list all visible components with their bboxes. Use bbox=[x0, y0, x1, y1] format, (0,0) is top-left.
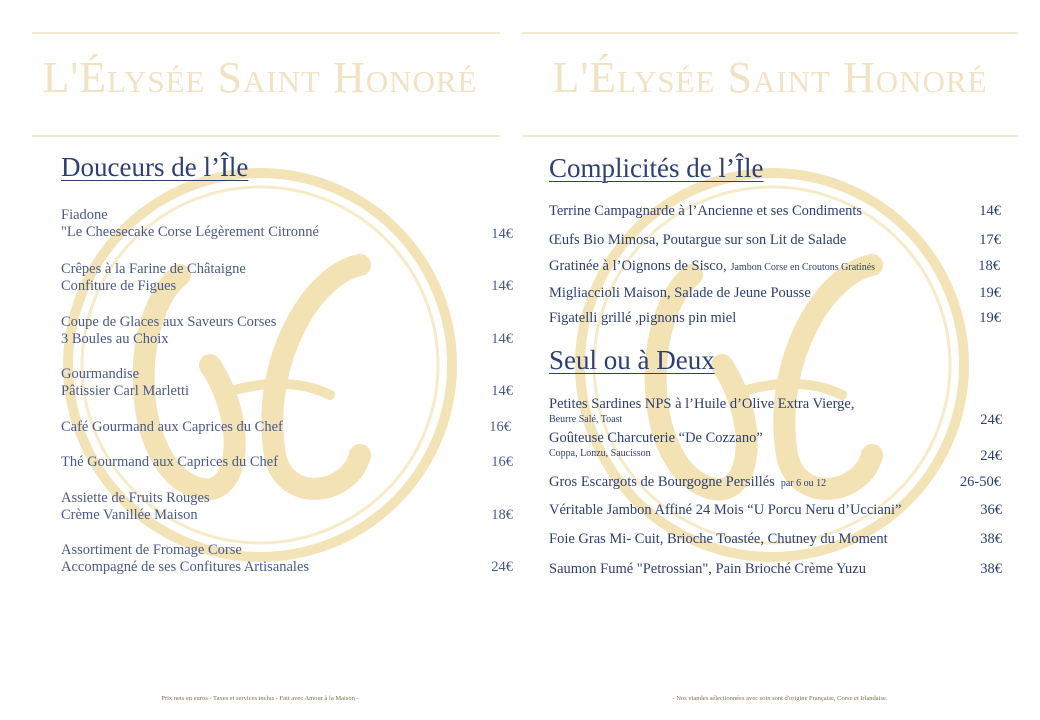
section-title-complicites: Complicités de l’Île bbox=[549, 153, 764, 183]
menu-item bbox=[549, 502, 1002, 519]
item-price: 14€ bbox=[491, 383, 513, 399]
item-desc: Confiture de Figues bbox=[61, 278, 177, 294]
menu-item bbox=[549, 310, 1001, 327]
item-price: 14€ bbox=[979, 203, 1001, 219]
item-sub: Beurre Salé, Toast bbox=[549, 414, 623, 425]
item-name: Terrine Campagnarde à l’Ancienne et ses Condiments bbox=[549, 203, 863, 219]
item-price: 26-50€ bbox=[959, 474, 1001, 490]
item-price: 14€ bbox=[491, 226, 513, 242]
item-name: Petites Sardines NPS à l’Huile d’Olive Extra Vierge, bbox=[549, 396, 855, 412]
menu-item bbox=[61, 314, 513, 348]
item-desc: Crème Vanillée Maison bbox=[61, 507, 198, 523]
item-price: 24€ bbox=[980, 448, 1002, 464]
menu-item bbox=[549, 203, 1001, 220]
item-desc: Accompagné de ses Confitures Artisanales bbox=[61, 559, 310, 575]
menu-item bbox=[61, 542, 513, 576]
item-name: Foie Gras Mi- Cuit, Brioche Toastée, Chutney du Moment bbox=[549, 531, 888, 547]
menu-item bbox=[549, 561, 1002, 578]
menu-item bbox=[61, 366, 513, 400]
item-price: 19€ bbox=[979, 310, 1001, 326]
menu-item bbox=[61, 490, 513, 524]
item-price: 38€ bbox=[980, 531, 1002, 547]
item-name: Gourmandise bbox=[61, 366, 140, 382]
item-note: Jambon Corse en Croutons Gratinés bbox=[730, 262, 876, 273]
item-name: Thé Gourmand aux Caprices du Chef bbox=[61, 454, 279, 470]
menu-item bbox=[549, 430, 1002, 464]
menu-item bbox=[549, 531, 1002, 548]
item-name: Gros Escargots de Bourgogne Persillés bbox=[549, 474, 775, 490]
item-price: 19€ bbox=[979, 285, 1001, 301]
item-name: Véritable Jambon Affiné 24 Mois “U Porcu Neru d’Ucciani” bbox=[549, 502, 902, 518]
item-name: Assortiment de Fromage Corse bbox=[61, 542, 242, 558]
item-sub: Coppa, Lonzu, Saucisson bbox=[549, 448, 651, 459]
menu-item bbox=[549, 396, 1002, 426]
menu-item bbox=[549, 258, 1000, 276]
menu-item bbox=[549, 232, 1001, 249]
item-price: 18€ bbox=[978, 258, 1000, 274]
item-name: Fiadone bbox=[61, 207, 108, 223]
item-price: 14€ bbox=[491, 331, 513, 347]
item-name: Goûteuse Charcuterie “De Cozzano” bbox=[549, 430, 763, 446]
item-name: Migliaccioli Maison, Salade de Jeune Pousse bbox=[549, 285, 811, 301]
item-name: Gratinée à l’Oignons de Sisco, bbox=[549, 258, 727, 274]
item-desc: "Le Cheesecake Corse Légèrement Citronné bbox=[61, 224, 319, 240]
item-name: Figatelli grillé ,pignons pin miel bbox=[549, 310, 737, 326]
brand-logo-text: L'Élysée Saint Honoré bbox=[552, 53, 988, 102]
footer-note: - Nos viandes sélectionnées avec soin sont d'origine Française, Corse et Irlandaise. bbox=[672, 695, 888, 702]
item-price: 14€ bbox=[491, 278, 513, 294]
item-price: 36€ bbox=[980, 502, 1002, 518]
item-price: 16€ bbox=[491, 454, 513, 470]
brand-logo-text: L'Élysée Saint Honoré bbox=[42, 53, 478, 102]
menu-item bbox=[549, 474, 1001, 492]
footer-note: Prix nets en euros - Taxes et services inclus - Fait avec Amour à la Maison - bbox=[161, 695, 359, 702]
item-name: Assiette de Fruits Rouges bbox=[61, 490, 210, 506]
bottom-rule bbox=[522, 135, 1018, 137]
item-name: Saumon Fumé "Petrossian", Pain Brioché Crème Yuzu bbox=[549, 561, 866, 577]
menu-item bbox=[549, 285, 1001, 302]
top-rule bbox=[32, 32, 500, 34]
right-menu-page bbox=[520, 0, 1040, 720]
section-title-seul-ou-a-deux: Seul ou à Deux bbox=[549, 345, 715, 375]
menu-item bbox=[61, 419, 511, 436]
item-name: Œufs Bio Mimosa, Poutargue sur son Lit de Salade bbox=[549, 232, 847, 248]
item-price: 24€ bbox=[980, 412, 1002, 428]
item-price: 18€ bbox=[491, 507, 513, 523]
item-note: par 6 ou 12 bbox=[780, 478, 827, 489]
item-price: 24€ bbox=[491, 559, 513, 575]
menu-item bbox=[61, 454, 513, 471]
item-price: 17€ bbox=[979, 232, 1001, 248]
section-title-douceurs: Douceurs de l’Île bbox=[61, 152, 249, 182]
menu-item bbox=[61, 261, 513, 295]
item-desc: 3 Boules au Choix bbox=[61, 331, 169, 347]
item-name: Crêpes à la Farine de Châtaigne bbox=[61, 261, 246, 277]
item-name: Café Gourmand aux Caprices du Chef bbox=[61, 419, 283, 435]
item-name: Coupe de Glaces aux Saveurs Corses bbox=[61, 314, 277, 330]
item-price: 16€ bbox=[489, 419, 511, 435]
item-price: 38€ bbox=[980, 561, 1002, 577]
top-rule bbox=[522, 32, 1018, 34]
bottom-rule bbox=[32, 135, 500, 137]
item-desc: Pâtissier Carl Marletti bbox=[61, 383, 190, 399]
menu-item bbox=[61, 207, 513, 241]
